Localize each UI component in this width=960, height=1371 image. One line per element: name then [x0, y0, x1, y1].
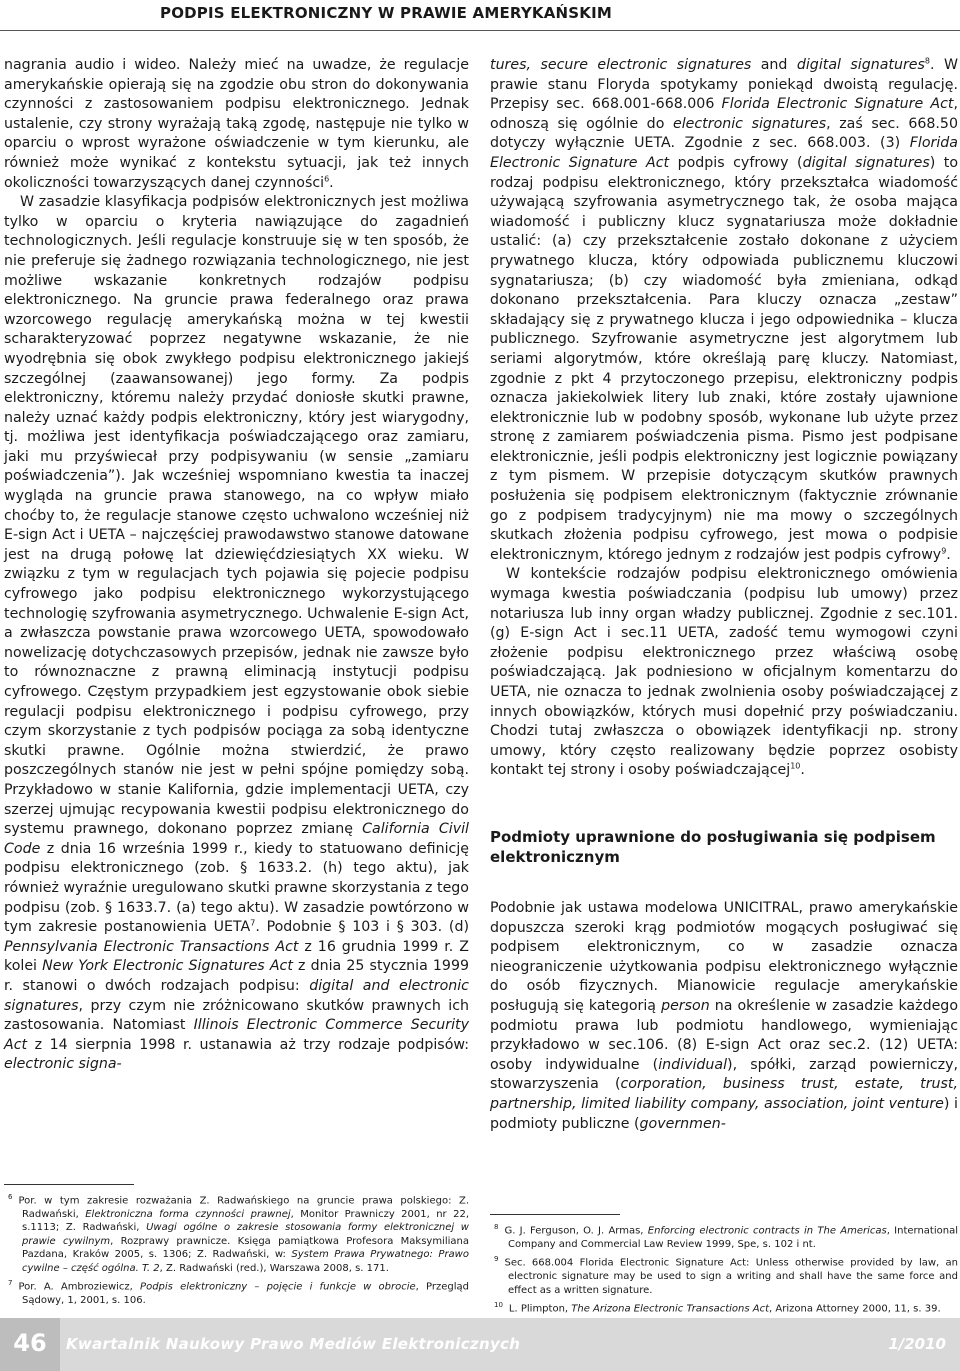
act-name: New York Electronic Signatures Act	[42, 958, 293, 975]
footnote	[490, 1253, 958, 1297]
text: , zaś sec. 668.50 dotyczy wyłącznie UETA. Zgodnie z sec. 668.003. (3)	[490, 115, 958, 152]
footnote-ref[interactable]: 10	[790, 761, 801, 771]
text: W zasadzie klasyfikacja podpisów elektronicznych jest możliwa tylko w oparciu o kryteria nawiązujące do zagadnień technologicznych. Jeśli regulacje konstruuje się w ten sposób, że nie preferuje się żadnego rozwiązania technologicznego, nie jest możliwe wskazanie konkretnych rodzajów podpisu elektronicznego. Na gruncie prawa federalnego oraz prawa wzorcowego regulację amerykańską można w tej kwestii scharakteryzować poprzez negatywne wskazanie, że nie wyodrębnia się obok zwykłego podpisu elektronicznego jakiejś szczególnej (zaawansowanej) jego formy. Za podpis elektroniczny, któremu należy przydać doniosłe skutki prawne, należy uznać każdy podpis elektroniczny, który jest wiarygodny, tj. możliwa jest identyfikacja poświadczającego oraz zamiaru, jaki mu przyświecał przy podpisywaniu (w sensie „zamiaru poświadczenia”). Jak wcześniej wspomniano kwestia ta inaczej wygląda na gruncie prawa stanowego, na co wpływ miało choćby to, że regulacje stanowe często uchwalono wcześniej niż E-sign Act i UETA – najczęściej prawodawstwo stanowe datowane jest na drugą połowę lat dziewięćdziesiątych XX wieku. W związku z tym w regulacjach tych pojawia się pojecie podpisu cyfrowego jako podpisu elektronicznego wykorzystującego technologię szyfrowania asymetrycznego. Uchwalenie E-sign Act, a zwłaszcza powstanie prawa wzorcowego UETA, spowodowało nowelizację dotychczasowych przepisów, jednak nie zawsze było to równoznaczne z prawną eliminacją instytucji podpisu cyfrowego. Częstym przypadkiem jest egzystowanie obok siebie regulacji podpisu elektronicznego i podpisu cyfrowego, przy czym skorzystanie z tych podpisów pociąga za sobą identyczne skutki prawne. Ogólnie można stwierdzić, że prawo poszczególnych stanów nie jest w pełni spójne pomiędzy sobą. Przykładowo w stanie Kalifornia, gdzie implementacji UETA, czy szerzej ujmując recypowania kwestii podpisu elektronicznego do systemu prawnego, dokonano poprzez zmianę	[4, 194, 469, 838]
footnote-rule	[4, 1184, 134, 1185]
text: .	[800, 762, 805, 779]
paragraph	[490, 56, 958, 565]
running-title: PODPIS ELEKTRONICZNY W PRAWIE AMERYKAŃSKIM	[160, 4, 612, 22]
running-header	[160, 4, 612, 22]
left-column	[4, 56, 469, 1075]
text: nagrania audio i wideo. Należy mieć na uwadze, że regulacje amerykańskie opierają się na zgodzie obu stron do dokonywania czynności z zastosowaniem podpisu elektronicznego. Jednak ustalenie, czy strony wyrażają taką zgodę, następuje nie tylko w oparciu o wprost wyrażone oświadczenie w tym kierunku, ale również może wynikać z kontekstu sytuacji, jak też innych okoliczności towarzyszących danej czynności	[4, 57, 469, 191]
footnote	[4, 1191, 469, 1275]
term: digital and electronic signatures	[4, 977, 469, 1014]
text: . W prawie stanu Floryda spotykamy poniekąd dwoistą regulację. Przepisy sec. 668.001-668.006	[490, 57, 958, 113]
citation-title: Enforcing electronic contracts in The Americas	[647, 1225, 887, 1237]
text: z 16 grudnia 1999 r. Z kolei	[4, 938, 469, 975]
footnote	[490, 1221, 958, 1251]
text: ) to rodzaj podpisu elektronicznego, który przekształca wiadomość używającą szyfrowania asymetrycznego tak, że osoba mająca wiadomość i publiczny klucz sygnatariusza może dokładnie ustalić: (a) czy przekształcenie zostało dokonane z użyciem prywatnego klucza, który odpowiada publicznemu kluczowi sygnatariusza; (b) czy wiadomość była zmieniana, odkąd dokonano przekształcenia. Para kluczy oznacza „zestaw” składający się z prywatnego klucza i jego odpowiednika – klucza publicznego. Szyfrowanie asymetryczne jest algorytmem lub seriami algorytmów, które określają parę kluczy. Natomiast, zgodnie z pkt 4 przytoczonego przepisu, elektroniczny podpis oznacza jakiekolwiek litery lub znaki, które zostały ujawnione elektronicznie lub w podobny sposób, wykonane lub użyte przez stronę z zamiarem poświadczenia pisma. Pismo jest podpisane elektronicznie, jeśli podpis elektroniczny jest logicznie powiązany z tym pismem. W przepisie dotyczącym skutków prawnych posłużenia się podpisem elektronicznym (faktycznie zrównanie go z podpisem tradycyjnym) nie ma mowy o szczególnych skutkach złożenia podpisu cyfrowego, jest mowa o podpisie elektronicznym, którego jednym z rodzajów jest podpis cyfrowy	[490, 154, 959, 563]
text: ) i podmioty publiczne (	[490, 1095, 958, 1132]
text: Por. A. Ambroziewicz,	[18, 1281, 141, 1293]
page-number: 46	[13, 1329, 47, 1357]
text: , Rozprawy prawnicze. Księga pamiątkowa Profesora Maksymiliana Pazdana, Kraków 2005, s. 1306; Z. Radwański, w:	[22, 1235, 469, 1261]
footnote-number: 6	[8, 1193, 13, 1201]
text: , przy czym nie zróżnicowano skutków prawnych ich zastosowania. Natomiast	[4, 997, 469, 1034]
text: , Arizona Attorney 2000, 11, s. 39.	[769, 1303, 941, 1315]
text: z 14 sierpnia 1998 r. ustanawia aż trzy rodzaje podpisów:	[27, 1036, 469, 1053]
term: electronic signa-	[4, 1056, 122, 1073]
right-column	[490, 56, 958, 1134]
issue-number: 1/2010	[888, 1335, 946, 1353]
footnote-ref[interactable]: 6	[324, 173, 330, 183]
footnote	[490, 1299, 958, 1316]
term: governmen-	[639, 1115, 726, 1132]
act-name: California Civil Code	[4, 821, 469, 857]
footnote-number: 10	[494, 1301, 503, 1310]
text: .	[946, 546, 951, 563]
citation-title: Elektroniczna forma czynności prawnej	[85, 1208, 291, 1220]
text: , odnoszą się ogólnie do	[490, 96, 958, 132]
term: corporation, business trust, estate, trust, partnership, limited liability company, association, joint venture	[490, 1076, 958, 1112]
footnote-number: 8	[494, 1223, 499, 1231]
text: . Podobnie § 103 i § 303. (d)	[255, 919, 469, 936]
act-name: Florida Electronic Signature Act	[490, 135, 958, 171]
text: L. Plimpton,	[508, 1303, 572, 1315]
text: W kontekście rodzajów podpisu elektronicznego omówienia wymaga kwestia poświadczania (podpisu lub umowy) przez notariusza lub inny organ władzy publicznej. Zgodnie z sec.101. (g) E-sign Act i sec.11 UETA, zadość temu wymogowi czyni złożenie podpisu elektronicznego przez właściwą osobę poświadczającą. Jak podniesiono w oficjalnym komentarzu do UETA, nie oznacza to jednak zwolnienia osoby poświadczającej z innych obowiązków, których musi dopełnić przy poświadczaniu. Chodzi tutaj zwłaszcza o obowiązek identyfikacji np. strony umowy, który często realizowany będzie poprzez osobisty kontakt tej strony i osoby poświadczającej	[490, 566, 958, 779]
citation-title: Uwagi ogólne o zakresie stosowania formy elektronicznej w prawie cywilnym	[22, 1222, 469, 1247]
text: .	[329, 174, 334, 191]
term: digital signatures	[796, 57, 925, 73]
text: , Z. Radwański (red.), Warszawa 2008, s. 171.	[159, 1262, 389, 1274]
footnote-ref[interactable]: 8	[924, 56, 931, 66]
act-name: Illinois Electronic Commerce Security Act	[4, 1017, 469, 1053]
text: podpis cyfrowy (	[669, 154, 803, 171]
header-rule	[0, 30, 960, 31]
page-footer	[0, 1318, 960, 1371]
term: person	[661, 997, 710, 1014]
citation-title: Podpis elektroniczny – pojęcie i funkcje w obrocie	[140, 1281, 416, 1293]
footnote-number: 9	[494, 1255, 499, 1264]
section-heading: Podmioty uprawnione do posługiwania się podpisem elektronicznym	[490, 827, 936, 866]
text: G. J. Ferguson, O. J. Armas,	[504, 1225, 648, 1237]
text: z dnia 16 września 1999 r., kiedy to statuowano definicję podpisu elektronicznego (zob. § 1633.2. (h) tego aktu), jak również wyraźnie uregulowano skutki prawne skorzystania z tego podpisu (zob. § 1633.7. (a) tego aktu). W zasadzie powtórzono w tym zakresie postanowienia UETA	[4, 840, 469, 936]
citation-title: The Arizona Electronic Transactions Act	[571, 1303, 770, 1315]
text: , International Company and Commercial Law Review 1999, Spe, s. 102 i nt.	[508, 1225, 958, 1250]
footnote-number: 7	[8, 1279, 13, 1288]
footnote-ref[interactable]: 7	[250, 918, 256, 928]
paragraph	[4, 193, 469, 1075]
paragraph	[490, 899, 958, 1134]
text: na określenie w zasadzie każdego podmiotu prawa lub podmiotu handlowego, wymieniając przykładowo w sec.106. (8) E-sign Act oraz sec.2. (12) UETA: osoby indywidualne (	[490, 997, 958, 1073]
text: z dnia 25 stycznia 1999 r. stanowi o dwóch rodzajach podpisu:	[4, 958, 470, 994]
journal-title: Kwartalnik Naukowy Prawo Mediów Elektronicznych	[66, 1335, 521, 1353]
footnote-rule	[490, 1214, 620, 1215]
footnotes-right	[490, 1214, 958, 1318]
paragraph	[490, 565, 958, 781]
act-name: Pennsylvania Electronic Transactions Act	[4, 938, 299, 955]
text: Por. w tym zakresie rozważania Z. Radwańskiego na gruncie prawa polskiego: Z. Radwański,	[18, 1195, 469, 1220]
term: electronic signatures	[672, 115, 827, 132]
text: Podobnie jak ustawa modelowa UNICITRAL, prawo amerykańskie dopuszcza szeroki krąg podmiotów mogących posługiwać się podpisem elektronicznym, co w zasadzie oznacza nieograniczenie użytkowania podpisu elektronicznego wyłącznie do osób fizycznych. Mianowicie regulacje amerykańskie posługują się kategorią	[490, 899, 958, 1014]
act-name: Florida Electronic Signature Act	[721, 96, 954, 113]
term: digital signatures	[802, 154, 930, 171]
text: and	[751, 57, 797, 73]
text: , Monitor Prawniczy 2001, nr 22, s.1113; Z. Radwański,	[22, 1208, 469, 1234]
text: Sec. 668.004 Florida Electronic Signature Act: Unless otherwise provided by law, an electronic signature may be used to sign a writing and shall have the same force and effect as a written signature.	[504, 1257, 958, 1296]
footnote-ref[interactable]: 9	[941, 546, 947, 556]
citation-title: System Prawa Prywatnego: Prawo cywilne – część ogólna. T. 2	[22, 1249, 469, 1274]
text: ), spółki, zarząd powierniczy, stowarzyszenia (	[490, 1056, 958, 1093]
footnote	[4, 1277, 469, 1307]
footnotes-left	[4, 1184, 469, 1310]
term: tures, secure electronic signatures	[490, 57, 752, 73]
term: individual	[658, 1056, 728, 1073]
paragraph	[4, 56, 469, 193]
text: , Przegląd Sądowy, 1, 2001, s. 106.	[22, 1281, 469, 1307]
page-number-box	[0, 1318, 60, 1371]
